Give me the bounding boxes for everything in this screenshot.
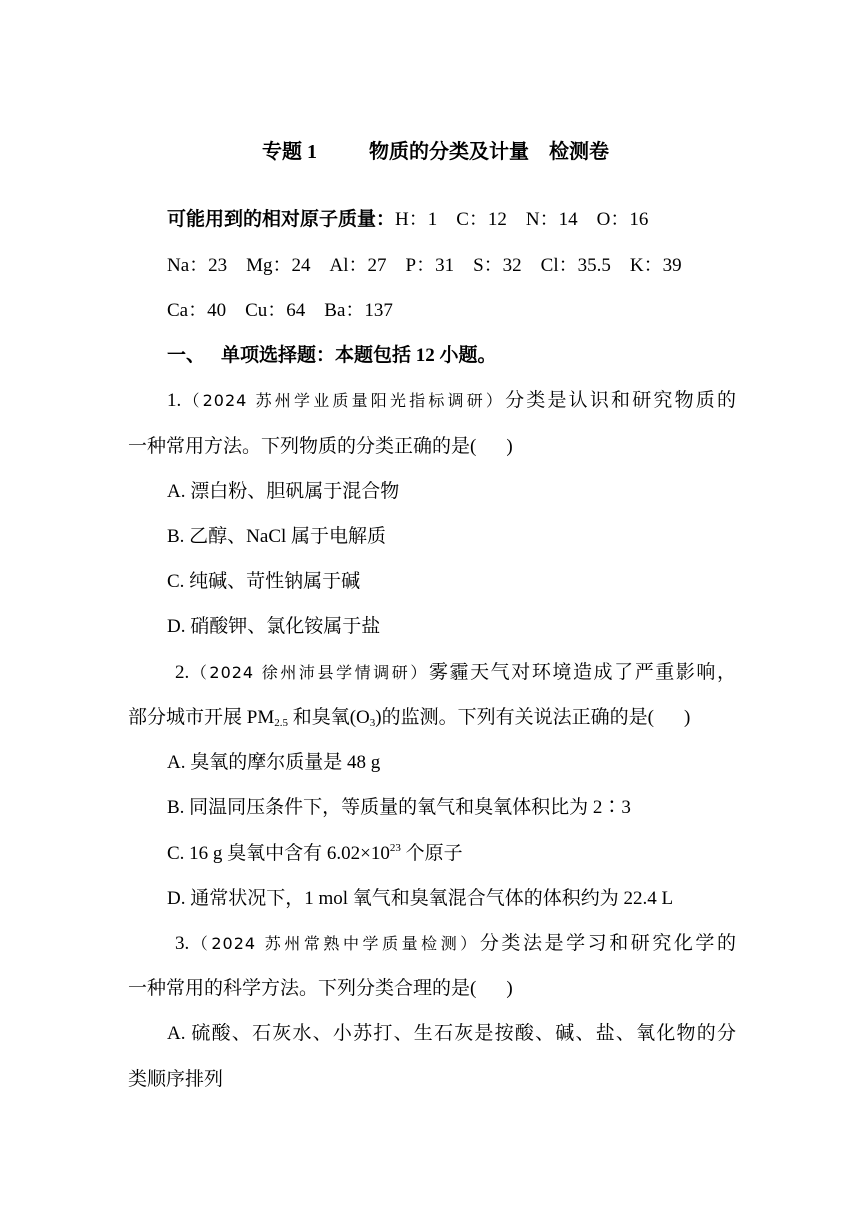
page-title	[262, 140, 609, 164]
q3-source: （2024 苏州常熟中学质量检测）	[189, 934, 480, 953]
q2-option-a: A. 臭氧的摩尔质量是 48 g	[167, 752, 381, 773]
atomic-masses-line1	[167, 208, 648, 232]
q2-stem-b: 和臭氧(O	[287, 707, 370, 728]
q1-line1	[128, 389, 736, 413]
q1-option-d: D. 硝酸钾、氯化铵属于盐	[167, 616, 381, 637]
q1-number: 1.	[167, 390, 182, 411]
q1-option-a: A. 漂白粉、胆矾属于混合物	[167, 481, 400, 502]
q3-option-a-line1: A. 硫酸、石灰水、小苏打、生石灰是按酸、碱、盐、氧化物的分	[167, 1023, 736, 1044]
atomic-masses-label: 可能用到的相对原子质量：	[167, 209, 396, 230]
q2-line1	[128, 661, 736, 685]
q2-option-d: D. 通常状况下，1 mol 氧气和臭氧混合气体的体积约为 22.4 L	[167, 888, 674, 909]
q3-number: 3.	[175, 933, 190, 954]
q2-stem-part1: 雾霾天气对环境造成了严重影响，	[428, 662, 736, 683]
atomic-masses-line3: Ca：40 Cu：64 Ba：137	[167, 300, 393, 321]
q2-source: （2024 徐州沛县学情调研）	[189, 663, 429, 682]
q1-stem-part2: 一种常用方法。下列物质的分类正确的是(	[128, 436, 477, 457]
q3-option-a-line2: 类顺序排列	[128, 1069, 224, 1090]
q3-stem-part1: 分类法是学习和研究化学的	[479, 933, 736, 954]
q2-line2	[128, 706, 690, 730]
q2-option-c-exponent: 23	[389, 842, 401, 854]
q2-option-c-tail: 个原子	[400, 843, 463, 864]
q3-answer-blank: )	[506, 978, 513, 999]
section-number: 一、	[167, 345, 206, 366]
q2-option-c-text: C. 16 g 臭氧中含有 6.02×10	[167, 843, 390, 864]
q1-answer-blank: )	[506, 436, 513, 457]
q1-line2	[128, 435, 513, 459]
q2-option-c	[167, 842, 463, 866]
section-heading	[167, 344, 497, 368]
q2-stem-a: 部分城市开展 PM	[128, 707, 275, 728]
q2-option-b: B. 同温同压条件下，等质量的氧气和臭氧体积比为 2∶3	[167, 797, 631, 818]
atomic-masses-values1: H：1 C：12 N：14 O：16	[395, 209, 649, 230]
q1-stem-part1: 分类是认识和研究物质的	[505, 390, 736, 411]
title-part3: 检测卷	[549, 141, 609, 163]
title-part1: 专题 1	[262, 141, 317, 163]
atomic-masses-line2: Na：23 Mg：24 Al：27 P：31 S：32 Cl：35.5 K：39	[167, 255, 682, 276]
q3-line1	[128, 932, 736, 956]
q3-line2	[128, 977, 513, 1001]
q1-option-b: B. 乙醇、NaCl 属于电解质	[167, 526, 387, 547]
q1-option-c: C. 纯碱、苛性钠属于碱	[167, 571, 361, 592]
q2-pm-subscript: 2.5	[274, 717, 288, 729]
q2-o3-subscript: 3	[369, 717, 376, 729]
q3-stem-part2: 一种常用的科学方法。下列分类合理的是(	[128, 978, 477, 999]
q2-number: 2.	[175, 662, 190, 683]
q2-stem-c: )的监测。下列有关说法正确的是(	[375, 707, 654, 728]
section-text: 单项选择题：本题包括 12 小题。	[221, 345, 497, 366]
q1-source: （2024 苏州学业质量阳光指标调研）	[181, 391, 506, 410]
q2-answer-blank: )	[683, 707, 691, 728]
title-part2: 物质的分类及计量	[369, 141, 529, 163]
